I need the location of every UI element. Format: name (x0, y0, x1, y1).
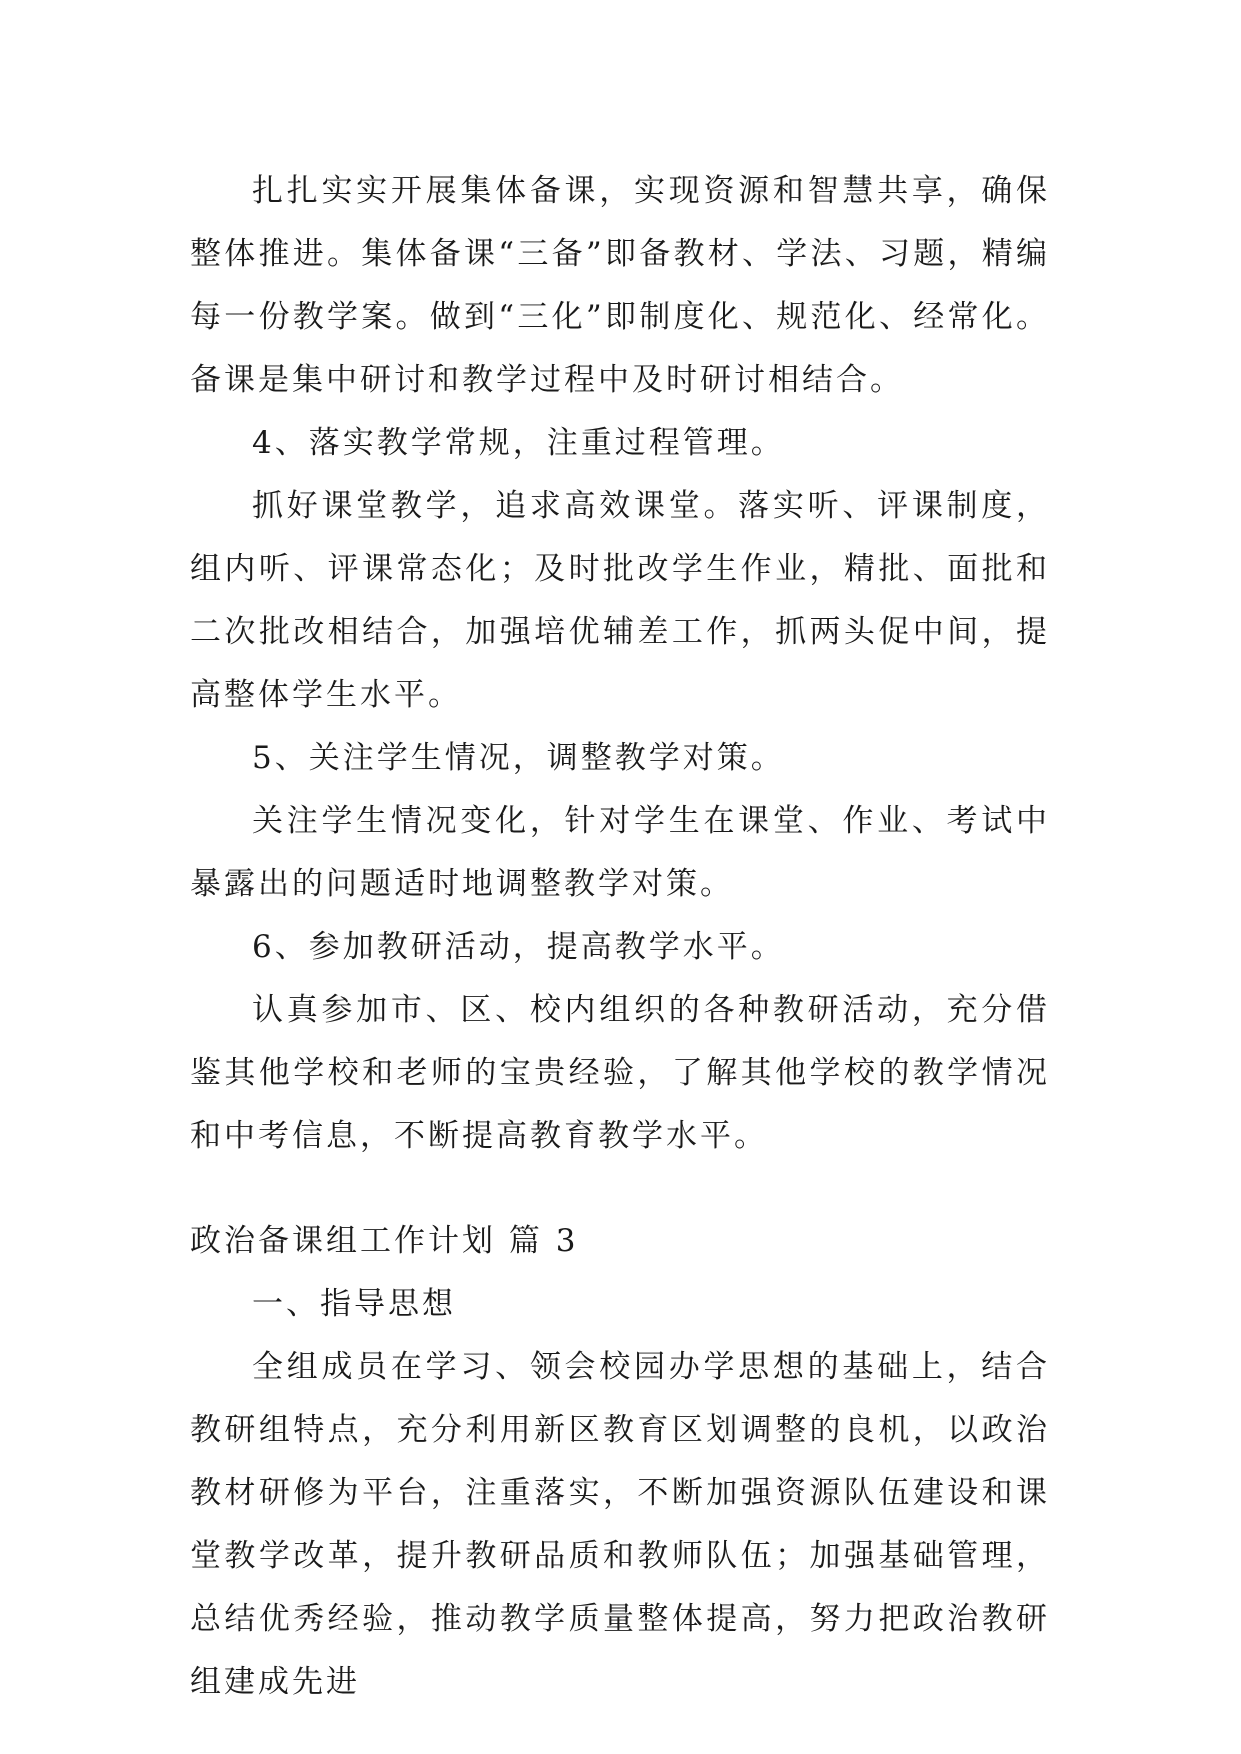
heading-guiding-ideology: 一、指导思想 (252, 1286, 456, 1322)
heading-student-situation: 5、关注学生情况，调整教学对策。 (252, 740, 785, 776)
paragraph-student-situation: 关注学生情况变化，针对学生在课堂、作业、考试中暴露出的问题适时地调整教学对策。 (190, 803, 1050, 902)
document-page (190, 160, 1050, 1714)
paragraph-research-activities: 认真参加市、区、校内组织的各种教研活动，充分借鉴其他学校和老师的宝贵经验，了解其他学校的教学情况和中考信息，不断提高教育教学水平。 (190, 992, 1050, 1154)
heading-teaching-routine: 4、落实教学常规，注重过程管理。 (252, 425, 785, 461)
section-title: 政治备课组工作计划 篇 3 (190, 1223, 579, 1259)
paragraph-guiding-ideology: 全组成员在学习、领会校园办学思想的基础上，结合教研组特点，充分利用新区教育区划调整的良机，以政治教材研修为平台，注重落实，不断加强资源队伍建设和课堂教学改革，提升教研品质和教师队伍；加强基础管理，总结优秀经验，推动教学质量整体提高，努力把政治教研组建成先进 (190, 1349, 1050, 1700)
heading-research-activities: 6、参加教研活动，提高教学水平。 (252, 929, 785, 965)
paragraph-collective-lesson-prep: 扎扎实实开展集体备课，实现资源和智慧共享，确保整体推进。集体备课“三备”即备教材、学法、习题，精编每一份教学案。做到“三化”即制度化、规范化、经常化。备课是集中研讨和教学过程中及时研讨相结合。 (190, 173, 1050, 398)
paragraph-classroom-teaching: 抓好课堂教学，追求高效课堂。落实听、评课制度，组内听、评课常态化；及时批改学生作业，精批、面批和二次批改相结合，加强培优辅差工作，抓两头促中间，提高整体学生水平。 (190, 488, 1050, 713)
